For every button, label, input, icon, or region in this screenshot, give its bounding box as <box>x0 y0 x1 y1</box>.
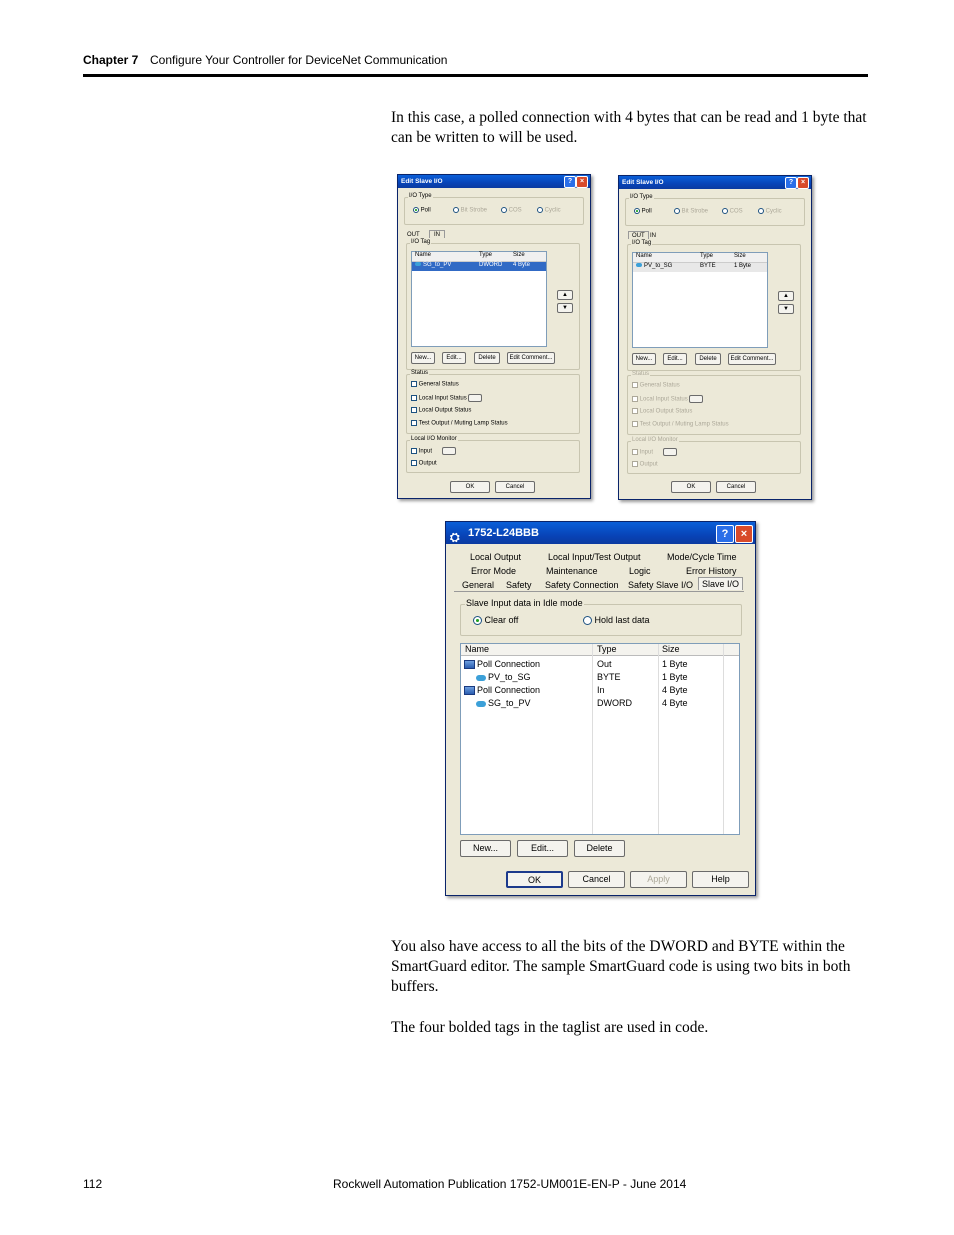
tab-slave-io[interactable]: Slave I/O <box>698 577 743 590</box>
dialog-titlebar <box>619 176 811 189</box>
col-type[interactable]: Type <box>597 644 617 654</box>
io-tag-list[interactable] <box>411 251 547 347</box>
monitor-label: Local I/O Monitor <box>411 436 457 442</box>
dialog-title: Edit Slave I/O <box>622 179 664 186</box>
io-type-group <box>404 193 584 225</box>
tab-out[interactable]: OUT <box>628 231 649 239</box>
tag-icon <box>476 701 486 707</box>
col-size[interactable]: Size <box>734 253 746 259</box>
col-size[interactable]: Size <box>513 252 525 258</box>
tab-safety-connection[interactable]: Safety Connection <box>545 580 619 590</box>
delete-button[interactable]: Delete <box>474 352 500 364</box>
test-output-status-checkbox[interactable]: Test Output / Muting Lamp Status <box>632 421 729 428</box>
connection-icon <box>464 660 475 669</box>
idle-mode-label: Slave Input data in Idle mode <box>466 598 583 608</box>
output-checkbox[interactable]: Output <box>411 460 437 467</box>
dialog-titlebar <box>398 175 590 188</box>
tab-general[interactable]: General <box>462 580 495 590</box>
apply-button[interactable]: Apply <box>630 871 687 888</box>
tab-maintenance[interactable]: Maintenance <box>546 566 598 576</box>
radio-cyclic[interactable]: Cyclic <box>537 207 561 214</box>
move-up-button[interactable]: ▲ <box>778 291 794 301</box>
chapter-title: Configure Your Controller for DeviceNet Communication <box>150 53 448 67</box>
table-row[interactable]: Poll Connection In 4 Byte <box>461 685 739 697</box>
edit-button[interactable]: Edit... <box>442 352 466 364</box>
status-label: Status <box>632 371 650 377</box>
device-icon: ⛭ <box>450 530 460 544</box>
col-name[interactable]: Name <box>465 644 490 654</box>
cancel-button[interactable]: Cancel <box>568 871 625 888</box>
radio-poll[interactable]: Poll <box>634 208 652 215</box>
status-group <box>627 371 801 435</box>
tag-icon <box>415 262 421 266</box>
io-tag-group <box>406 239 580 370</box>
edit-button[interactable]: Edit... <box>517 840 568 857</box>
radio-hold-last-data[interactable]: Hold last data <box>583 615 650 625</box>
output-checkbox[interactable]: Output <box>632 461 658 468</box>
local-io-monitor-group <box>627 437 801 474</box>
close-button[interactable]: × <box>576 176 588 188</box>
test-output-status-checkbox[interactable]: Test Output / Muting Lamp Status <box>411 420 508 427</box>
delete-button[interactable]: Delete <box>574 840 625 857</box>
local-io-monitor-group <box>406 436 580 473</box>
cancel-button[interactable]: Cancel <box>716 481 756 493</box>
tab-mode-cycle-time[interactable]: Mode/Cycle Time <box>667 552 737 562</box>
local-output-status-checkbox[interactable]: Local Output Status <box>411 407 471 414</box>
io-tag-label: I/O Tag <box>411 239 431 245</box>
publication-footer: Rockwell Automation Publication 1752-UM001E-EN-P - June 2014 <box>333 1177 687 1191</box>
slave-io-tag-list[interactable] <box>460 643 740 835</box>
list-header <box>461 644 739 656</box>
table-row[interactable]: SG_to_PV DWORD 4 Byte <box>461 698 739 710</box>
table-row[interactable]: PV_to_SG BYTE 1 Byte <box>461 672 739 684</box>
col-type[interactable]: Type <box>479 252 493 258</box>
radio-cos[interactable]: COS <box>501 207 522 214</box>
delete-button[interactable]: Delete <box>695 353 721 365</box>
paragraph-bolded-tags: The four bolded tags in the taglist are used in code. <box>391 1019 709 1036</box>
help-title-button[interactable]: ? <box>564 176 576 188</box>
intro-paragraph: In this case, a polled connection with 4 bytes that can be read and 1 byte that can be written to will be used. <box>391 109 867 146</box>
table-row[interactable]: Poll Connection Out 1 Byte <box>461 659 739 671</box>
status-group <box>406 370 580 434</box>
list-header <box>412 252 546 262</box>
ok-button[interactable]: OK <box>450 481 490 493</box>
local-input-status-checkbox[interactable]: Local Input Status <box>411 394 482 402</box>
new-button[interactable]: New... <box>411 352 435 364</box>
help-button[interactable]: Help <box>692 871 749 888</box>
col-size[interactable]: Size <box>662 644 680 654</box>
col-name[interactable]: Name <box>415 252 432 258</box>
idle-mode-group <box>460 598 742 636</box>
help-title-button[interactable]: ? <box>716 525 734 543</box>
tab-local-output[interactable]: Local Output <box>470 552 522 562</box>
edit-comment-button[interactable]: Edit Comment... <box>728 353 776 365</box>
table-row[interactable]: PV_to_SG BYTE 1 Byte <box>633 263 767 272</box>
monitor-label: Local I/O Monitor <box>632 437 678 443</box>
move-up-button[interactable]: ▲ <box>557 290 573 300</box>
status-label: Status <box>411 370 429 376</box>
ok-button[interactable]: OK <box>671 481 711 493</box>
tab-logic[interactable]: Logic <box>629 566 651 576</box>
edit-button[interactable]: Edit... <box>663 353 687 365</box>
tab-strip-divider <box>454 591 744 592</box>
radio-bit-strobe[interactable]: Bit Strobe <box>674 208 708 215</box>
edit-slave-io-dialog-right <box>618 175 812 500</box>
new-button[interactable]: New... <box>632 353 656 365</box>
tab-in[interactable]: IN <box>650 233 656 239</box>
general-status-checkbox[interactable]: General Status <box>632 382 680 389</box>
dialog-title: Edit Slave I/O <box>401 178 443 185</box>
dialog-title: 1752-L24BBB <box>468 527 539 539</box>
connection-icon <box>464 686 475 695</box>
radio-cos[interactable]: COS <box>722 208 743 215</box>
close-button[interactable]: × <box>735 525 753 543</box>
tab-out[interactable]: OUT <box>407 232 420 238</box>
io-type-label: I/O Type <box>409 193 432 199</box>
tag-icon <box>636 263 642 267</box>
tag-icon <box>476 675 486 681</box>
io-tag-list[interactable] <box>632 252 768 348</box>
col-type[interactable]: Type <box>700 253 714 259</box>
ok-button[interactable]: OK <box>506 871 563 888</box>
edit-comment-button[interactable]: Edit Comment... <box>507 352 555 364</box>
cancel-button[interactable]: Cancel <box>495 481 535 493</box>
general-status-checkbox[interactable]: General Status <box>411 381 459 388</box>
edit-slave-io-dialog-left <box>397 174 591 499</box>
tab-error-mode[interactable]: Error Mode <box>471 566 517 576</box>
dialog-titlebar <box>446 522 755 544</box>
local-output-status-checkbox[interactable]: Local Output Status <box>632 408 692 415</box>
tab-local-input-test-output[interactable]: Local Input/Test Output <box>548 552 641 562</box>
list-header <box>633 253 767 263</box>
io-tag-label: I/O Tag <box>632 240 652 246</box>
io-tag-group <box>627 240 801 371</box>
radio-bit-strobe[interactable]: Bit Strobe <box>453 207 487 214</box>
chapter-label: Chapter 7 <box>83 53 139 67</box>
move-down-button[interactable]: ▼ <box>778 304 794 314</box>
page-number: 112 <box>83 1177 103 1191</box>
table-row[interactable]: SG_to_PV DWORD 4 Byte <box>412 262 546 271</box>
close-button[interactable]: × <box>797 177 809 189</box>
paragraph-bits-access: You also have access to all the bits of the DWORD and BYTE within the SmartGuard editor. The sample SmartGuard code is using two bits in both buffers. <box>391 938 851 995</box>
local-input-status-checkbox[interactable]: Local Input Status <box>632 395 703 403</box>
tab-safety[interactable]: Safety <box>506 580 532 590</box>
controller-properties-dialog <box>445 521 756 896</box>
new-button[interactable]: New... <box>460 840 511 857</box>
col-name[interactable]: Name <box>636 253 653 259</box>
io-type-label: I/O Type <box>630 194 653 200</box>
radio-cyclic[interactable]: Cyclic <box>758 208 782 215</box>
tab-safety-slave-io[interactable]: Safety Slave I/O <box>628 580 694 590</box>
input-checkbox[interactable]: Input <box>632 448 677 456</box>
input-checkbox[interactable]: Input <box>411 447 456 455</box>
help-title-button[interactable]: ? <box>785 177 797 189</box>
io-type-group <box>625 194 805 226</box>
tab-in[interactable]: IN <box>429 230 445 238</box>
radio-poll[interactable]: Poll <box>413 207 431 214</box>
tab-error-history[interactable]: Error History <box>686 566 737 576</box>
header-rule <box>83 74 868 77</box>
radio-clear-off[interactable]: Clear off <box>473 615 518 625</box>
move-down-button[interactable]: ▼ <box>557 303 573 313</box>
